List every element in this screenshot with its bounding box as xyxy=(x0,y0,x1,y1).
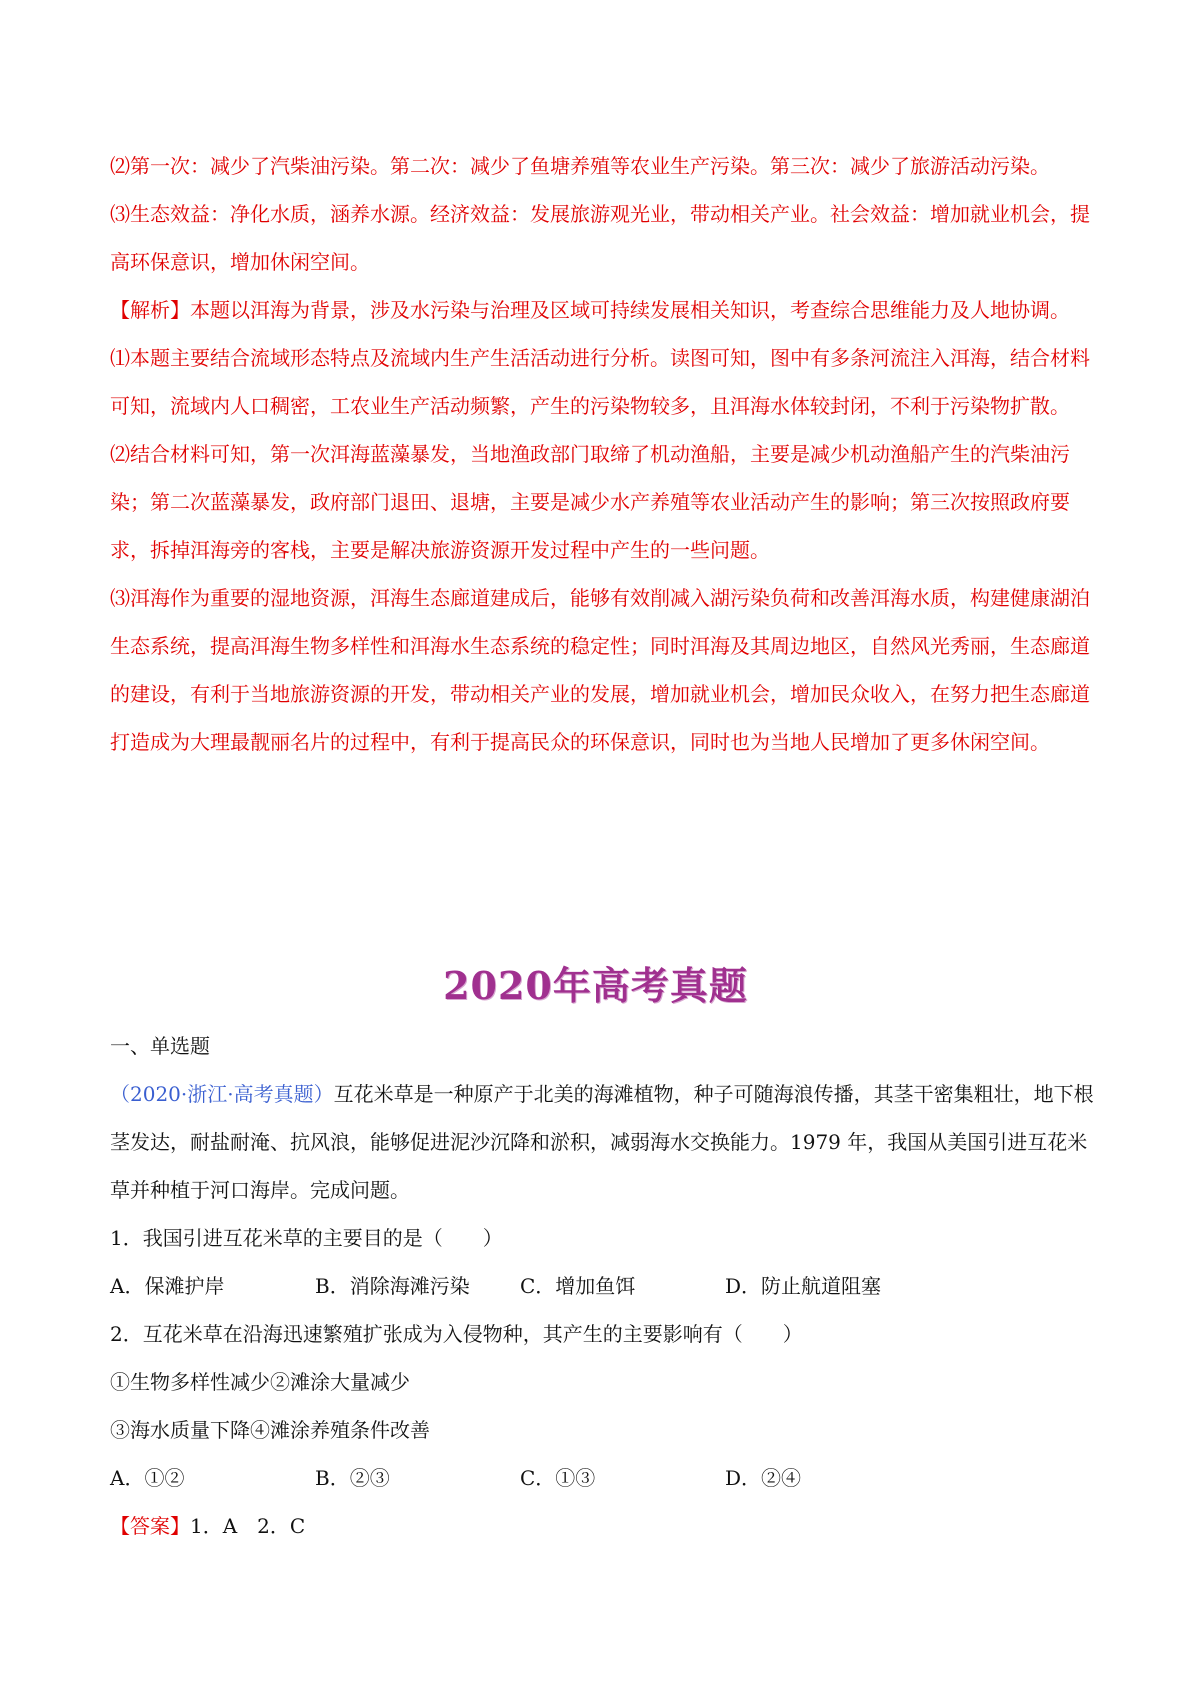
option-d: D．②④ xyxy=(725,1466,802,1490)
option-c: C．增加鱼饵 xyxy=(520,1274,636,1298)
option-a: A．①② xyxy=(110,1466,185,1490)
option-c: C．①③ xyxy=(520,1466,596,1490)
question-2-options xyxy=(110,1454,1095,1502)
answer-explanation-block xyxy=(110,142,1095,766)
answer-label: 【答案】 xyxy=(110,1514,190,1538)
answer-part-2: ⑵第一次：减少了汽柴油污染。第二次：减少了鱼塘养殖等农业生产污染。第三次：减少了旅游活动污染。 xyxy=(110,154,1050,178)
question-1-options xyxy=(110,1262,1095,1310)
option-b: B．②③ xyxy=(315,1466,390,1490)
question-block xyxy=(110,1022,1095,1550)
question-stem: 互花米草是一种原产于北美的海滩植物，种子可随海浪传播，其茎干密集粗壮，地下根茎发达，耐盐耐淹、抗风浪，能够促进泥沙沉降和淤积，减弱海水交换能力。1979 年，我国从美国引进互花米草并种植于河口海岸。完成问题。 xyxy=(110,1082,1094,1202)
option-d: D．防止航道阻塞 xyxy=(725,1274,882,1298)
source-tag: （2020·浙江·高考真题） xyxy=(110,1082,334,1106)
question-2-statements-2: ③海水质量下降④滩涂养殖条件改善 xyxy=(110,1418,430,1442)
answer-part-3: ⑶生态效益：净化水质，涵养水源。经济效益：发展旅游观光业，带动相关产业。社会效益：增加就业机会，提高环保意识，增加休闲空间。 xyxy=(110,202,1090,274)
option-a: A．保滩护岸 xyxy=(110,1274,225,1298)
answer-line xyxy=(110,1502,1095,1550)
analysis-part-1: ⑴本题主要结合流域形态特点及流域内生产生活活动进行分析。读图可知，图中有多条河流注入洱海，结合材料可知，流域内人口稠密，工农业生产活动频繁，产生的污染物较多，且洱海水体较封闭，不利于污染物扩散。 xyxy=(110,346,1090,418)
question-2-statements-1: ①生物多样性减少②滩涂大量减少 xyxy=(110,1370,410,1394)
analysis-intro: 【解析】本题以洱海为背景，涉及水污染与治理及区域可持续发展相关知识，考查综合思维能力及人地协调。 xyxy=(110,298,1070,322)
question-stem-paragraph xyxy=(110,1070,1095,1214)
question-type-heading: 一、单选题 xyxy=(110,1034,210,1058)
question-1: 1．我国引进互花米草的主要目的是（ ） xyxy=(110,1226,503,1250)
question-2: 2．互花米草在沿海迅速繁殖扩张成为入侵物种，其产生的主要影响有（ ） xyxy=(110,1322,803,1346)
section-title: 2020年高考真题 xyxy=(443,963,748,1008)
analysis-part-2: ⑵结合材料可知，第一次洱海蓝藻暴发，当地渔政部门取缔了机动渔船，主要是减少机动渔船产生的汽柴油污染；第二次蓝藻暴发，政府部门退田、退塘，主要是减少水产养殖等农业活动产生的影响；第三次按照政府要求，拆掉洱海旁的客栈，主要是解决旅游资源开发过程中产生的一些问题。 xyxy=(110,442,1070,562)
option-b: B．消除海滩污染 xyxy=(315,1274,470,1298)
analysis-part-3: ⑶洱海作为重要的湿地资源，洱海生态廊道建成后，能够有效削减入湖污染负荷和改善洱海水质，构建健康湖泊生态系统，提高洱海生物多样性和洱海水生态系统的稳定性；同时洱海及其周边地区，自然风光秀丽，生态廊道的建设，有利于当地旅游资源的开发，带动相关产业的发展，增加就业机会，增加民众收入，在努力把生态廊道打造成为大理最靓丽名片的过程中，有利于提高民众的环保意识，同时也为当地人民增加了更多休闲空间。 xyxy=(110,586,1090,754)
answer-text: 1．A 2．C xyxy=(190,1514,306,1538)
